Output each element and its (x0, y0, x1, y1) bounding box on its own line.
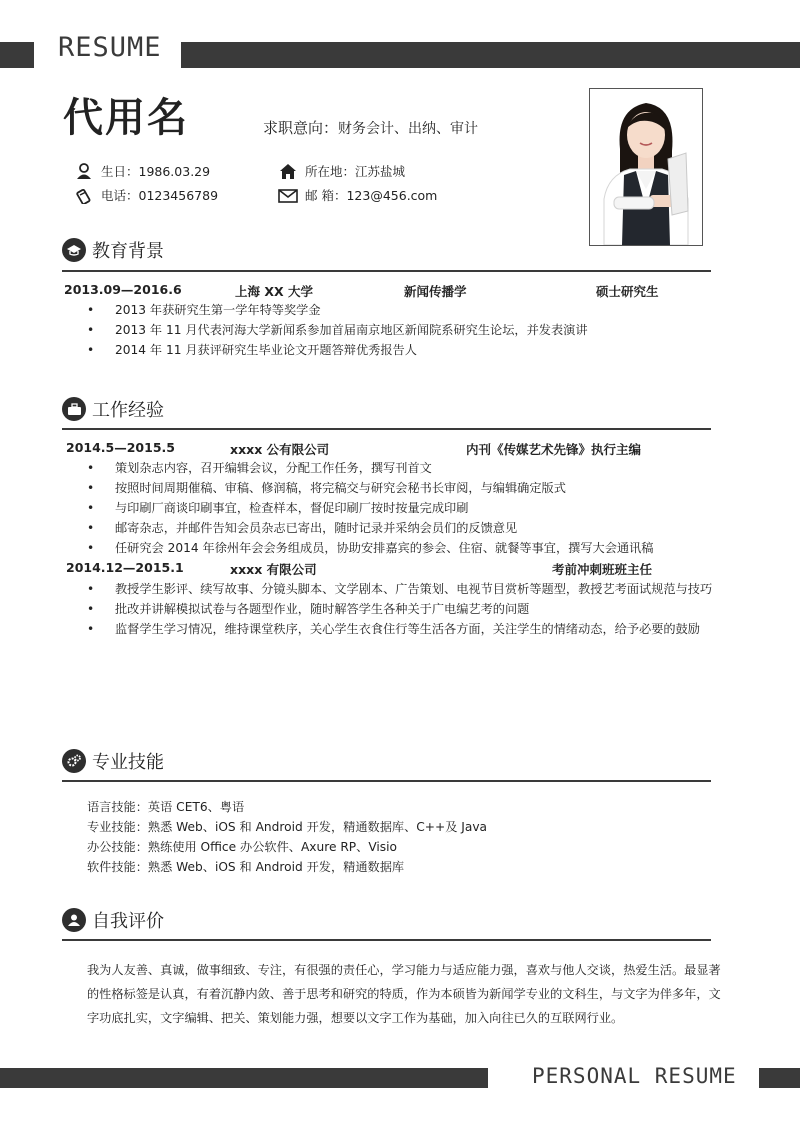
email-info (278, 186, 437, 204)
mail-icon (278, 186, 298, 204)
job2-period: 2014.12—2015.1 (66, 560, 184, 575)
job-objective (263, 117, 478, 138)
personal-resume-label: PERSONAL RESUME (532, 1064, 737, 1088)
skills-title: 专业技能 (92, 752, 164, 773)
education-title: 教育背景 (92, 241, 164, 262)
objective-label: 求职意向： (263, 119, 339, 137)
list-item: • 2013 年 11 月代表河海大学新闻系参加首届南京地区新闻院系研究生论坛，并发表演讲 (87, 320, 727, 340)
location-info (278, 162, 405, 180)
work-header (62, 396, 164, 422)
job2-list (87, 579, 722, 639)
work-title: 工作经验 (92, 400, 164, 421)
gears-icon (62, 749, 86, 773)
education-header (62, 237, 164, 263)
job1-position: 内刊《传媒艺术先锋》执行主编 (466, 442, 642, 457)
candidate-name: 代用名 (63, 95, 189, 141)
evaluation-header (62, 907, 164, 933)
job1-list (87, 458, 727, 558)
evaluation-title: 自我评价 (92, 911, 164, 932)
education-school: 上海 XX 大学 (235, 284, 313, 299)
graduation-cap-icon (62, 238, 86, 262)
list-item: • 教授学生影评、续写故事、分镜头脚本、文学剧本、广告策划、电视节目赏析等题型，教授艺考面试规范与技巧 (87, 579, 722, 599)
top-right-bar (181, 42, 800, 68)
list-item: 专业技能：熟悉 Web、iOS 和 Android 开发，精通数据库、C++及 Java (87, 820, 488, 834)
birthday-text: 生日：1986.03.29 (101, 164, 211, 179)
home-icon (278, 162, 298, 180)
top-left-bar (0, 42, 34, 68)
list-item: • 按照时间周期催稿、审稿、修润稿，将完稿交与研究会秘书长审阅，与编辑确定版式 (87, 478, 727, 498)
bottom-left-bar (0, 1068, 488, 1088)
list-item: • 2014 年 11 月获评研究生毕业论文开题答辩优秀报告人 (87, 340, 727, 360)
skills-header (62, 748, 164, 774)
evaluation-rule (62, 939, 711, 941)
education-period: 2013.09—2016.6 (64, 282, 182, 297)
objective-value: 财务会计、出纳、审计 (338, 121, 479, 137)
education-major: 新闻传播学 (404, 284, 467, 299)
job1-company: xxxx 公有限公司 (230, 442, 330, 457)
job1-period: 2014.5—2015.5 (66, 440, 175, 455)
location-text: 所在地：江苏盐城 (305, 164, 406, 179)
list-item: • 邮寄杂志，并邮件告知会员杂志已寄出，随时记录并采纳会员们的反馈意见 (87, 518, 727, 538)
user-icon (62, 908, 86, 932)
birthday-info (74, 162, 210, 180)
list-item: 语言技能：英语 CET6、粤语 (87, 800, 245, 814)
phone-text: 电话：0123456789 (101, 188, 219, 203)
education-rule (62, 270, 711, 272)
evaluation-text: 我为人友善、真诚，做事细致、专注，有很强的责任心，学习能力与适应能力强，喜欢与他人交谈，热爱生活。最显著的性格标签是认真，有着沉静内敛、善于思考和研究的特质，作为本硕皆为新闻学专业的文科生，与文字为伴多年，文字功底扎实，文字编辑、把关、策划能力强，想要以文字工作为基础，加入向往已久的互联网行业。 (87, 963, 721, 1025)
job2-company: xxxx 有限公司 (230, 562, 317, 577)
list-item: • 策划杂志内容，召开编辑会议，分配工作任务，撰写刊首文 (87, 458, 727, 478)
resume-label: RESUME (58, 32, 162, 63)
skills-rule (62, 780, 711, 782)
work-rule (62, 428, 711, 430)
email-text: 邮 箱：123@456.com (305, 188, 438, 203)
list-item: • 监督学生学习情况，维持课堂秩序，关心学生衣食住行等生活各方面，关注学生的情绪动态，给予必要的鼓励 (87, 619, 722, 639)
job2-position: 考前冲刺班班主任 (552, 562, 653, 577)
education-list (87, 300, 727, 360)
list-item: • 任研究会 2014 年徐州年会会务组成员，协助安排嘉宾的参会、住宿、就餐等事宜，撰写大会通讯稿 (87, 538, 727, 558)
list-item: • 批改并讲解模拟试卷与各题型作业，随时解答学生各种关于广电编艺考的问题 (87, 599, 722, 619)
education-degree: 硕士研究生 (596, 284, 659, 299)
list-item: • 与印刷厂商谈印刷事宜，检查样本，督促印刷厂按时按量完成印刷 (87, 498, 727, 518)
list-item: 软件技能：熟悉 Web、iOS 和 Android 开发，精通数据库 (87, 860, 405, 874)
briefcase-icon (62, 397, 86, 421)
list-item: • 2013 年获研究生第一学年特等奖学金 (87, 300, 727, 320)
bottom-right-bar (759, 1068, 800, 1088)
phone-icon (74, 186, 94, 204)
phone-info (74, 186, 218, 204)
list-item: 办公技能：熟练使用 Office 办公软件、Axure RP、Visio (87, 840, 397, 854)
skills-list (87, 797, 487, 877)
person-icon (74, 162, 94, 180)
profile-photo (589, 88, 703, 246)
